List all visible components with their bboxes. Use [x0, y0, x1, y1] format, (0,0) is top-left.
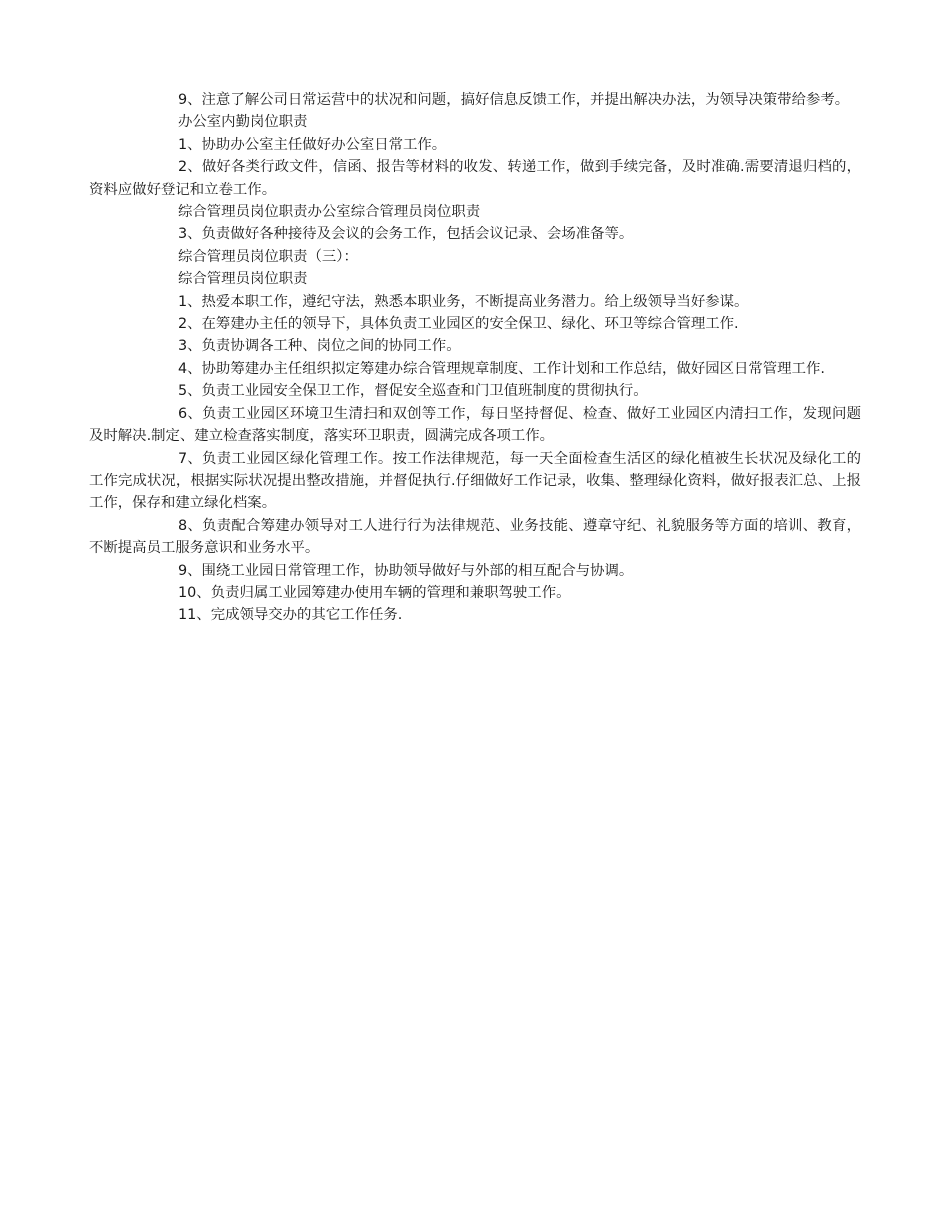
paragraph-duty-8: 8、负责配合筹建办领导对工人进行行为法律规范、业务技能、遵章守纪、礼貌服务等方面的培训、教育，不断提高员工服务意识和业务水平。 [89, 517, 861, 557]
paragraph-duty-6: 6、负责工业园区环境卫生清扫和双创等工作，每日坚持督促、检查、做好工业园区内清扫工作，发现问题及时解决.制定、建立检查落实制度，落实环卫职责，圆满完成各项工作。 [89, 405, 861, 445]
section-heading-admin: 综合管理员岗位职责 [178, 271, 308, 288]
paragraph-duty-1: 1、热爱本职工作，遵纪守法，熟悉本职业务，不断提高业务潜力。给上级领导当好参谋。 [178, 293, 749, 310]
section-heading-office-clerk: 办公室内勤岗位职责 [178, 114, 308, 131]
paragraph-item-1: 1、协助办公室主任做好办公室日常工作。 [178, 136, 447, 153]
paragraph-duty-9: 9、围绕工业园日常管理工作，协助领导做好与外部的相互配合与协调。 [178, 562, 634, 579]
paragraph-duty-2: 2、在筹建办主任的领导下，具体负责工业园区的安全保卫、绿化、环卫等综合管理工作. [178, 316, 739, 333]
paragraph-duty-3: 3、负责协调各工种、岗位之间的协同工作。 [178, 338, 461, 355]
section-heading-admin-officer: 综合管理员岗位职责办公室综合管理员岗位职责 [178, 204, 481, 221]
document-body [89, 89, 861, 627]
section-heading-admin-three: 综合管理员岗位职责（三）： [178, 248, 358, 265]
paragraph-duty-11: 11、完成领导交办的其它工作任务. [178, 607, 403, 624]
paragraph-duty-7: 7、负责工业园区绿化管理工作。按工作法律规范，每一天全面检查生活区的绿化植被生长状况及绿化工的工作完成状况，根据实际状况提出整改措施，并督促执行.仔细做好工作记录，收集、整理绿化资料，做好报表汇总、上报工作，保存和建立绿化档案。 [89, 450, 861, 512]
paragraph-item-2: 2、做好各类行政文件，信函、报告等材料的收发、转递工作，做到手续完备，及时准确.需要清退归档的，资料应做好登记和立卷工作。 [89, 159, 861, 198]
paragraph-item-3: 3、负责做好各种接待及会议的会务工作，包括会议记录、会场准备等。 [178, 226, 634, 243]
paragraph-duty-5: 5、负责工业园安全保卫工作，督促安全巡查和门卫值班制度的贯彻执行。 [178, 383, 648, 400]
paragraph-item-9-feedback: 9、注意了解公司日常运营中的状况和问题，搞好信息反馈工作，并提出解决办法，为领导决策带给参考。 [178, 92, 850, 108]
paragraph-duty-10: 10、负责归属工业园筹建办使用车辆的管理和兼职驾驶工作。 [178, 584, 571, 601]
paragraph-duty-4: 4、协助筹建办主任组织拟定筹建办综合管理规章制度、工作计划和工作总结，做好园区日常管理工作. [178, 360, 825, 377]
